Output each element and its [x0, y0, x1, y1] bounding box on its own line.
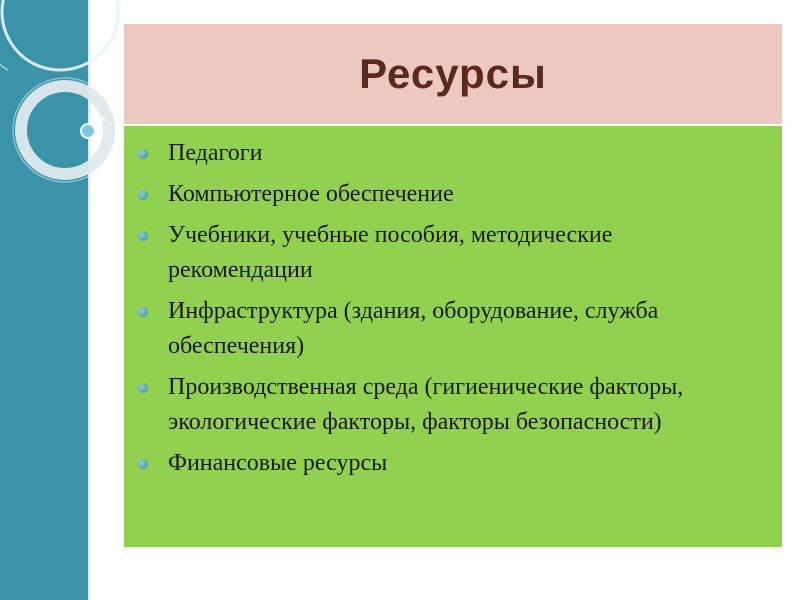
bullet-dot-icon [138, 307, 148, 317]
content-panel [124, 126, 782, 547]
list-item-label: Учебники, учебные пособия, методические рекомендации [168, 222, 613, 283]
list-item-label: Инфраструктура (здания, оборудование, служба обеспечения) [168, 298, 659, 359]
bullet-dot-icon [138, 383, 148, 393]
list-item [138, 136, 758, 171]
bubble-decor-icon [81, 124, 95, 138]
bullet-dot-icon [138, 459, 148, 469]
list-item [138, 218, 758, 288]
list-item [138, 294, 758, 364]
list-item [138, 446, 758, 481]
list-item-label: Производственная среда (гигиенические факторы, экологические факторы, факторы безопасности) [168, 374, 684, 435]
ring-decor-icon [0, 0, 140, 220]
list-item [138, 177, 758, 212]
list-item-label: Педагоги [168, 140, 263, 166]
bullet-dot-icon [138, 231, 148, 241]
bullet-list [138, 136, 758, 487]
bullet-dot-icon [138, 190, 148, 200]
title-banner [124, 24, 782, 124]
list-item-label: Финансовые ресурсы [168, 450, 388, 476]
bullet-dot-icon [138, 149, 148, 159]
list-item-label: Компьютерное обеспечение [168, 181, 454, 207]
list-item [138, 370, 758, 440]
slide-title: Ресурсы [359, 50, 547, 97]
